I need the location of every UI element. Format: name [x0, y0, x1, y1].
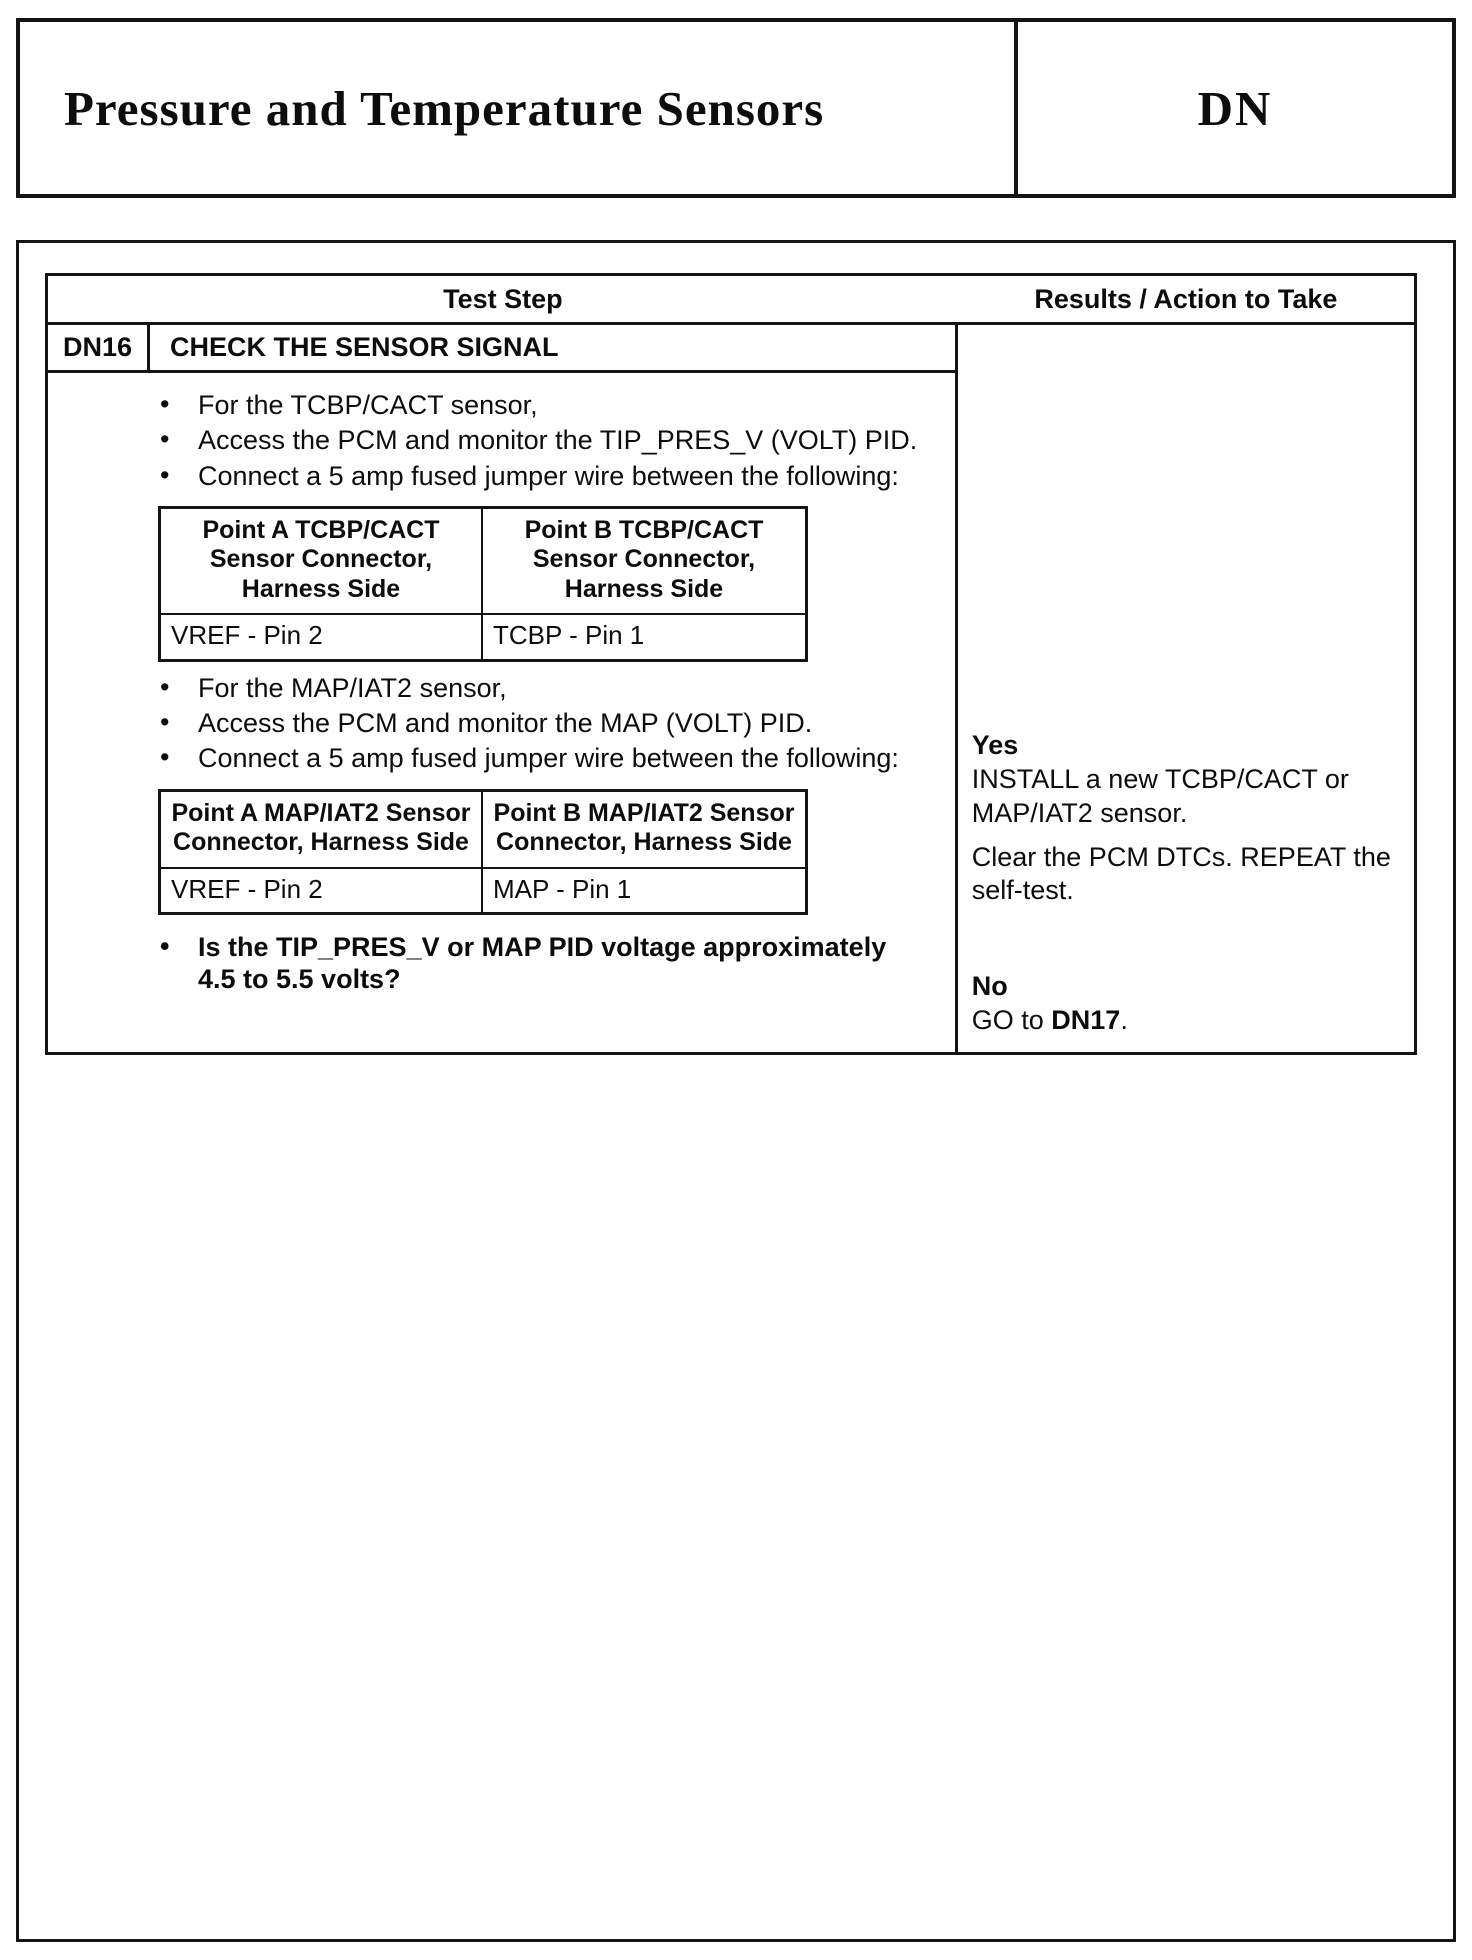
- bullet-item: • Connect a 5 amp fused jumper wire between the following:: [152, 460, 931, 492]
- no-result-block: [972, 970, 1404, 1052]
- bullet-item: • Access the PCM and monitor the MAP (VOLT) PID.: [152, 707, 931, 739]
- content-box: [16, 240, 1456, 1942]
- page-title-cell: [20, 22, 1014, 194]
- yes-result-block: [972, 729, 1404, 908]
- test-step-column: [48, 325, 958, 1051]
- yes-action-1: INSTALL a new TCBP/CACT or MAP/IAT2 sensor.: [971, 764, 1349, 828]
- question-bullet-list: [48, 931, 931, 996]
- yes-action-2: Clear the PCM DTCs. REPEAT the self-test.: [971, 841, 1391, 906]
- no-action-prefix: GO to: [971, 1004, 1052, 1035]
- pinpoint-test-table: [45, 273, 1417, 1055]
- section-code: DN: [1197, 80, 1273, 136]
- map-pin-table-header: [161, 792, 805, 869]
- results-column: [958, 325, 1414, 1051]
- tcbp-pin-table-row: [161, 615, 805, 658]
- page-title: Pressure and Temperature Sensors: [64, 80, 825, 136]
- map-bullet-list: [48, 672, 931, 775]
- tcbp-point-a-value: VREF - Pin 2: [161, 615, 483, 658]
- tcbp-pin-table: [158, 506, 808, 662]
- yes-label: Yes: [971, 730, 1019, 761]
- step-content: [48, 373, 955, 1017]
- no-label: No: [971, 971, 1008, 1002]
- results-column-header: Results / Action to Take: [1034, 284, 1338, 314]
- tcbp-point-b-value: TCBP - Pin 1: [493, 620, 645, 651]
- map-point-b-header: Point B MAP/IAT2 Sensor Connector, Harness Side: [493, 798, 795, 857]
- tcbp-point-a-header: Point A TCBP/CACT Sensor Connector, Harness Side: [161, 509, 483, 614]
- tcbp-pin-table-header: [161, 509, 805, 616]
- map-point-b-value: MAP - Pin 1: [493, 873, 632, 904]
- bullet-item: • For the MAP/IAT2 sensor,: [152, 672, 931, 704]
- test-step-column-header: Test Step: [443, 284, 563, 314]
- map-point-a-value: VREF - Pin 2: [161, 869, 483, 912]
- section-code-cell: [1014, 22, 1452, 194]
- map-point-a-header: Point A MAP/IAT2 Sensor Connector, Harness Side: [161, 792, 483, 867]
- no-action-suffix: .: [1120, 1004, 1128, 1035]
- map-pin-table-row: [161, 869, 805, 912]
- tcbp-point-b-header: Point B TCBP/CACT Sensor Connector, Harness Side: [524, 515, 764, 603]
- step-question: • Is the TIP_PRES_V or MAP PID voltage approximately 4.5 to 5.5 volts?: [152, 931, 931, 996]
- step-title: CHECK THE SENSOR SIGNAL: [170, 332, 559, 363]
- table-header-row: [48, 276, 1414, 325]
- bullet-item: • Access the PCM and monitor the TIP_PRES_V (VOLT) PID.: [152, 424, 931, 456]
- map-pin-table: [158, 789, 808, 915]
- page-title-band: [16, 18, 1456, 198]
- no-action-target: DN17: [1051, 1004, 1121, 1035]
- bullet-item: • For the TCBP/CACT sensor,: [152, 389, 931, 421]
- no-action: [972, 1004, 1404, 1038]
- bullet-item: • Connect a 5 amp fused jumper wire between the following:: [152, 742, 931, 774]
- step-header-row: [48, 325, 955, 372]
- tcbp-bullet-list: [48, 389, 931, 492]
- step-id: DN16: [48, 325, 150, 369]
- table-body: [48, 325, 1414, 1051]
